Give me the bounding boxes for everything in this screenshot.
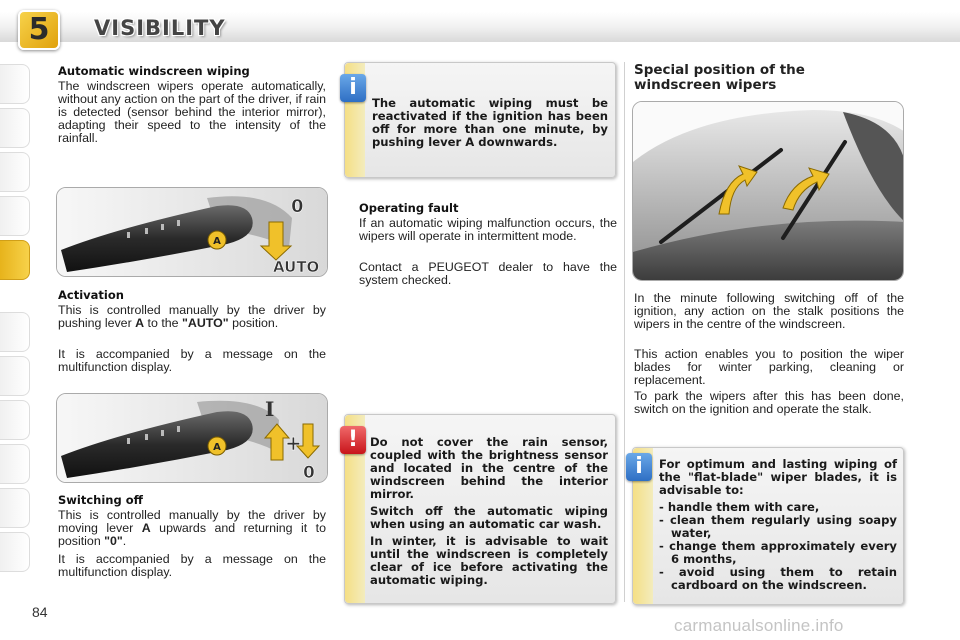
- wiper-care-list: [659, 501, 897, 592]
- special-position-title: Special position of the windscreen wipers: [634, 62, 805, 93]
- info-icon: i: [626, 453, 652, 481]
- side-tab[interactable]: [0, 196, 30, 236]
- side-tab[interactable]: [0, 488, 30, 528]
- activation-text: [58, 304, 326, 330]
- stalk-figure-auto: [56, 187, 328, 277]
- operating-fault-text: If an automatic wiping malfunction occurs, the wipers will operate in intermittent mode.: [359, 216, 617, 243]
- warning-text: [370, 436, 608, 591]
- side-tab-active[interactable]: [0, 240, 30, 280]
- switching-off-text-part: This is controlled manually by the driver by moving lever: [58, 508, 326, 535]
- lever-a-label: A: [213, 236, 221, 247]
- position-0-ref: "0": [104, 534, 123, 548]
- side-tab[interactable]: [0, 108, 30, 148]
- side-tab[interactable]: [0, 312, 30, 352]
- side-tab[interactable]: [0, 64, 30, 104]
- list-item: - handle them with care,: [659, 500, 820, 514]
- warning-paragraph: In winter, it is advisable to wait until the windscreen is completely clear of ice before activating the automatic wiping.: [370, 534, 608, 587]
- list-item: - change them approximately every 6 months,: [659, 539, 897, 566]
- warning-icon: !: [340, 426, 366, 454]
- operating-fault-heading: Operating fault: [359, 201, 459, 215]
- switching-off-display-text: It is accompanied by a message on the multifunction display.: [58, 552, 326, 579]
- special-position-purpose-text: This action enables you to position the wiper blades for winter parking, cleaning or replacement.: [634, 347, 904, 387]
- activation-heading: Activation: [58, 288, 124, 302]
- activation-text-part: position.: [228, 316, 279, 330]
- stalk-illustration-off: [57, 394, 328, 483]
- switching-off-heading: Switching off: [58, 493, 143, 507]
- wiper-care-text: [659, 458, 897, 592]
- special-position-text: In the minute following switching off of the ignition, any action on the stalk positions the wipers in the centre of the windscreen.: [634, 291, 904, 331]
- column-divider: [624, 62, 625, 602]
- operating-fault-dealer-text: Contact a PEUGEOT dealer to have the system checked.: [359, 260, 617, 287]
- side-tab[interactable]: [0, 356, 30, 396]
- position-0-label: 0: [303, 463, 315, 483]
- warning-paragraph: Switch off the automatic wiping when using an automatic car wash.: [370, 504, 608, 531]
- auto-position-ref: "AUTO": [182, 316, 229, 330]
- reactivation-note: The automatic wiping must be reactivated if the ignition has been off for more than one minute, by pushing lever A downwards.: [372, 96, 608, 149]
- page-number: 84: [32, 604, 48, 620]
- wiper-care-intro: For optimum and lasting wiping of the "flat-blade" wiper blades, it is advisable to:: [659, 457, 897, 497]
- auto-position-label: AUTO: [273, 258, 320, 276]
- switching-off-text: [58, 509, 326, 548]
- plus-label: +: [285, 431, 302, 455]
- activation-text-part: to the: [144, 316, 182, 330]
- automatic-wiping-heading: Automatic windscreen wiping: [58, 64, 250, 78]
- stalk-figure-off: [56, 393, 328, 483]
- activation-display-text: It is accompanied by a message on the multifunction display.: [58, 347, 326, 374]
- lever-a-ref: A: [141, 521, 151, 535]
- windscreen-illustration: [633, 102, 904, 281]
- special-position-park-text: To park the wipers after this has been done, switch on the ignition and operate the stalk.: [634, 389, 904, 416]
- position-1-label: I: [265, 397, 275, 421]
- lever-a-label: A: [213, 442, 221, 453]
- position-0-label: 0: [291, 196, 304, 217]
- chapter-number-badge: 5: [18, 10, 60, 50]
- stalk-illustration-auto: [57, 188, 328, 277]
- watermark: carmanualsonline.info: [674, 616, 844, 635]
- lever-a-ref: A: [135, 316, 145, 330]
- side-tab[interactable]: [0, 400, 30, 440]
- side-tab[interactable]: [0, 532, 30, 572]
- automatic-wiping-text: The windscreen wipers operate automatically, without any action on the part of the driver, if rain is detected (sensor behind the interior mirror), adapting their speed to the intensity of the rainfall.: [58, 79, 326, 145]
- warning-paragraph: Do not cover the rain sensor, coupled with the brightness sensor and located in the centre of the windscreen behind the interior mirror.: [370, 435, 608, 501]
- switching-off-text-part: upwards and returning it to position: [58, 521, 327, 548]
- side-tab[interactable]: [0, 444, 30, 484]
- list-item: - avoid using them to retain cardboard on the windscreen.: [659, 565, 897, 592]
- info-icon: i: [340, 74, 366, 102]
- chapter-title: VISIBILITY: [94, 16, 226, 40]
- windscreen-figure: [632, 101, 904, 281]
- switching-off-text-part: .: [122, 534, 127, 548]
- list-item: - clean them regularly using soapy water,: [659, 513, 897, 540]
- side-tab[interactable]: [0, 152, 30, 192]
- activation-text-part: This is controlled manually by the driver by pushing lever: [58, 303, 326, 330]
